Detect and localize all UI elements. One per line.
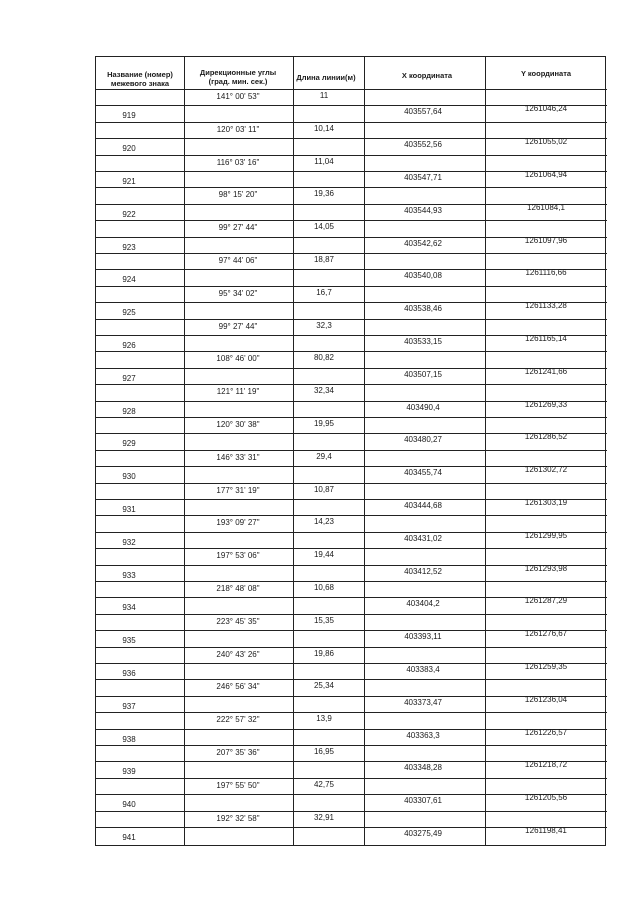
point-name-cell: 933 <box>122 570 136 580</box>
y-coordinate-cell: 1261269,33 <box>524 399 568 409</box>
row-divider <box>96 663 184 664</box>
line-length-cell: 32,34 <box>313 386 335 396</box>
row-divider <box>364 827 607 828</box>
row-divider <box>364 417 607 418</box>
point-name-cell: 937 <box>122 701 136 711</box>
direction-angle-cell: 223° 45' 35" <box>216 616 260 626</box>
x-coordinate-cell: 403542,62 <box>404 238 442 248</box>
header-line-length: Длина линии(м) <box>296 73 356 82</box>
row-divider <box>184 761 364 762</box>
x-coordinate-cell: 403307,61 <box>404 796 442 806</box>
row-divider <box>96 417 184 418</box>
row-divider <box>96 712 184 713</box>
point-name-cell: 939 <box>122 767 136 777</box>
row-divider <box>96 204 184 205</box>
point-name-cell: 936 <box>122 669 136 678</box>
point-name-cell: 919 <box>122 111 136 121</box>
line-length-cell: 11,04 <box>314 156 334 166</box>
row-divider <box>184 237 364 238</box>
row-divider <box>364 401 607 402</box>
row-divider <box>364 794 607 795</box>
row-divider <box>96 794 184 795</box>
row-divider <box>364 515 607 516</box>
direction-angle-cell: 120° 30' 38" <box>216 420 260 429</box>
y-coordinate-cell: 1261218,72 <box>524 760 568 770</box>
header-direction-angle-line1: Дирекционные углы <box>199 68 277 77</box>
point-name-cell: 940 <box>122 800 136 810</box>
row-divider <box>364 286 607 287</box>
row-divider <box>184 483 364 484</box>
direction-angle-cell: 98° 15' 20" <box>218 190 258 200</box>
row-divider <box>184 286 364 287</box>
row-divider <box>96 581 184 582</box>
row-divider <box>364 237 607 238</box>
row-divider <box>364 368 607 369</box>
row-divider <box>364 450 607 451</box>
row-divider <box>364 122 607 123</box>
row-divider <box>96 745 184 746</box>
y-coordinate-cell: 1261064,94 <box>524 170 568 179</box>
line-length-cell: 10,87 <box>313 484 335 494</box>
row-divider <box>96 187 184 188</box>
row-divider <box>364 761 607 762</box>
point-name-cell: 920 <box>122 144 136 154</box>
direction-angle-cell: 146° 33' 31" <box>216 452 260 462</box>
y-coordinate-cell: 1261303,19 <box>524 498 568 507</box>
row-divider <box>184 450 364 451</box>
row-divider <box>96 89 607 90</box>
row-divider <box>96 696 184 697</box>
row-divider <box>364 253 607 254</box>
row-divider <box>96 155 184 156</box>
row-divider <box>96 384 184 385</box>
row-divider <box>364 351 607 352</box>
point-name-cell: 932 <box>122 537 136 547</box>
point-name-cell: 928 <box>122 406 136 416</box>
row-divider <box>96 351 184 352</box>
direction-angle-cell: 120° 03' 11" <box>216 124 260 134</box>
row-divider <box>96 302 184 303</box>
row-divider <box>364 614 607 615</box>
row-divider <box>184 548 364 549</box>
row-divider <box>96 597 184 598</box>
x-coordinate-cell: 403540,08 <box>404 271 442 281</box>
x-coordinate-cell: 403412,52 <box>404 566 442 576</box>
point-name-cell: 938 <box>122 734 136 744</box>
row-divider <box>184 204 364 205</box>
coordinates-table <box>95 56 606 846</box>
direction-angle-cell: 246° 56' 34" <box>216 682 260 692</box>
row-divider <box>96 335 184 336</box>
row-divider <box>96 565 184 566</box>
y-coordinate-cell: 1261276,67 <box>524 629 568 639</box>
direction-angle-cell: 192° 32' 58" <box>216 813 260 823</box>
y-coordinate-cell: 1261046,24 <box>524 104 568 114</box>
y-coordinate-cell: 1261205,56 <box>524 793 568 803</box>
row-divider <box>184 368 364 369</box>
direction-angle-cell: 218° 48' 08" <box>216 584 260 593</box>
x-coordinate-cell: 403455,74 <box>404 468 442 478</box>
row-divider <box>96 220 184 221</box>
x-coordinate-cell: 403557,64 <box>404 107 442 117</box>
row-divider <box>184 433 364 434</box>
row-divider <box>184 351 364 352</box>
row-divider <box>96 483 184 484</box>
row-divider <box>184 614 364 615</box>
row-divider <box>364 483 607 484</box>
row-divider <box>184 105 364 106</box>
x-coordinate-cell: 403507,15 <box>404 369 442 379</box>
direction-angle-cell: 99° 27' 44" <box>218 321 258 331</box>
row-divider <box>364 105 607 106</box>
row-divider <box>96 105 184 106</box>
row-divider <box>96 548 184 549</box>
x-coordinate-cell: 403431,02 <box>404 533 442 543</box>
line-length-cell: 16,7 <box>316 287 332 297</box>
y-coordinate-cell: 1261236,04 <box>524 694 568 704</box>
row-divider <box>96 237 184 238</box>
row-divider <box>184 171 364 172</box>
row-divider <box>96 778 184 779</box>
row-divider <box>364 778 607 779</box>
line-length-cell: 42,75 <box>313 779 335 789</box>
header-point-name-line1: Название (номер) <box>107 70 173 79</box>
y-coordinate-cell: 1261116,66 <box>525 268 567 278</box>
line-length-cell: 13,9 <box>316 714 332 724</box>
column-divider <box>485 57 486 845</box>
row-divider <box>184 155 364 156</box>
x-coordinate-cell: 403383,4 <box>406 665 440 674</box>
point-name-cell: 929 <box>122 439 136 449</box>
row-divider <box>184 778 364 779</box>
row-divider <box>96 729 184 730</box>
line-length-cell: 32,91 <box>313 812 335 822</box>
row-divider <box>96 614 184 615</box>
y-coordinate-cell: 1261097,96 <box>524 235 568 245</box>
row-divider <box>364 729 607 730</box>
direction-angle-cell: 108° 46' 00" <box>216 354 260 364</box>
x-coordinate-cell: 403275,49 <box>404 829 442 838</box>
y-coordinate-cell: 1261055,02 <box>524 137 568 147</box>
row-divider <box>184 302 364 303</box>
direction-angle-cell: 197° 53' 06" <box>216 551 260 561</box>
direction-angle-cell: 197° 55' 50" <box>216 780 260 790</box>
row-divider <box>364 187 607 188</box>
row-divider <box>184 581 364 582</box>
row-divider <box>184 811 364 812</box>
column-divider <box>184 57 185 845</box>
point-name-cell: 923 <box>122 242 136 252</box>
row-divider <box>184 466 364 467</box>
row-divider <box>364 138 607 139</box>
row-divider <box>184 696 364 697</box>
y-coordinate-cell: 1261299,95 <box>524 530 568 540</box>
row-divider <box>364 696 607 697</box>
line-length-cell: 25,34 <box>313 681 335 691</box>
header-x-coordinate: X координата <box>401 71 453 80</box>
row-divider <box>96 466 184 467</box>
row-divider <box>184 679 364 680</box>
line-length-cell: 16,95 <box>313 747 335 756</box>
point-name-cell: 921 <box>122 177 136 186</box>
row-divider <box>364 532 607 533</box>
row-divider <box>184 187 364 188</box>
row-divider <box>96 319 184 320</box>
x-coordinate-cell: 403544,93 <box>404 205 442 215</box>
direction-angle-cell: 121° 11' 19" <box>216 387 260 397</box>
x-coordinate-cell: 403404,2 <box>406 599 440 609</box>
row-divider <box>364 565 607 566</box>
row-divider <box>96 138 184 139</box>
row-divider <box>184 220 364 221</box>
y-coordinate-cell: 1261133,28 <box>525 301 567 311</box>
row-divider <box>96 827 184 828</box>
direction-angle-cell: 240° 43' 26" <box>216 649 260 659</box>
row-divider <box>184 630 364 631</box>
row-divider <box>96 811 184 812</box>
header-point-name-line2: межевого знака <box>110 79 170 88</box>
row-divider <box>364 384 607 385</box>
row-divider <box>96 679 184 680</box>
row-divider <box>184 122 364 123</box>
row-divider <box>184 269 364 270</box>
row-divider <box>96 532 184 533</box>
x-coordinate-cell: 403393,11 <box>404 632 442 642</box>
row-divider <box>364 597 607 598</box>
line-length-cell: 19,86 <box>313 648 335 658</box>
direction-angle-cell: 97° 44' 06" <box>218 256 258 265</box>
row-divider <box>184 663 364 664</box>
row-divider <box>364 548 607 549</box>
point-name-cell: 931 <box>122 505 136 514</box>
direction-angle-cell: 95° 34' 02" <box>218 288 258 298</box>
row-divider <box>184 729 364 730</box>
row-divider <box>184 417 364 418</box>
line-length-cell: 11 <box>319 91 329 100</box>
line-length-cell: 14,05 <box>313 222 335 232</box>
point-name-cell: 925 <box>122 308 136 318</box>
point-name-cell: 922 <box>122 209 136 219</box>
row-divider <box>96 647 184 648</box>
line-length-cell: 10,68 <box>313 583 335 592</box>
header-direction-angle-line2: (град. мин. сек.) <box>208 77 268 86</box>
row-divider <box>184 515 364 516</box>
row-divider <box>184 745 364 746</box>
y-coordinate-cell: 1261259,35 <box>524 662 568 671</box>
direction-angle-cell: 141° 00' 53" <box>216 92 260 101</box>
x-coordinate-cell: 403363,3 <box>406 730 440 740</box>
x-coordinate-cell: 403533,15 <box>404 337 442 346</box>
direction-angle-cell: 99° 27' 44" <box>218 223 258 233</box>
row-divider <box>184 565 364 566</box>
line-length-cell: 19,95 <box>313 419 335 428</box>
row-divider <box>364 663 607 664</box>
row-divider <box>184 384 364 385</box>
row-divider <box>364 811 607 812</box>
line-length-cell: 19,36 <box>313 189 335 199</box>
x-coordinate-cell: 403490,4 <box>406 402 440 412</box>
row-divider <box>96 761 184 762</box>
row-divider <box>364 499 607 500</box>
row-divider <box>184 712 364 713</box>
row-divider <box>364 155 607 156</box>
y-coordinate-cell: 1261084,1 <box>527 202 565 212</box>
row-divider <box>184 794 364 795</box>
line-length-cell: 29,4 <box>316 451 332 461</box>
line-length-cell: 19,44 <box>313 550 335 560</box>
row-divider <box>184 401 364 402</box>
point-name-cell: 930 <box>122 472 136 482</box>
row-divider <box>364 581 607 582</box>
row-divider <box>364 712 607 713</box>
line-length-cell: 80,82 <box>313 353 335 363</box>
y-coordinate-cell: 1261226,57 <box>524 727 568 737</box>
header-point-name <box>107 70 173 88</box>
y-coordinate-cell: 1261287,29 <box>524 596 568 606</box>
row-divider <box>184 647 364 648</box>
row-divider <box>96 286 184 287</box>
x-coordinate-cell: 403348,28 <box>404 763 442 773</box>
row-divider <box>364 630 607 631</box>
point-name-cell: 935 <box>122 636 136 646</box>
column-divider <box>364 57 365 845</box>
direction-angle-cell: 222° 57' 32" <box>216 715 260 725</box>
y-coordinate-cell: 1261293,98 <box>524 563 568 573</box>
y-coordinate-cell: 1261241,66 <box>524 366 568 376</box>
line-length-cell: 14,23 <box>313 517 335 527</box>
x-coordinate-cell: 403480,27 <box>404 435 442 445</box>
row-divider <box>96 368 184 369</box>
point-name-cell: 924 <box>122 275 136 285</box>
x-coordinate-cell: 403547,71 <box>404 173 442 182</box>
x-coordinate-cell: 403373,47 <box>404 697 442 707</box>
row-divider <box>364 319 607 320</box>
row-divider <box>184 827 364 828</box>
point-name-cell: 941 <box>122 833 136 842</box>
line-length-cell: 18,87 <box>313 255 335 264</box>
row-divider <box>364 171 607 172</box>
y-coordinate-cell: 1261165,14 <box>525 334 567 343</box>
row-divider <box>184 597 364 598</box>
line-length-cell: 32,3 <box>316 320 332 330</box>
row-divider <box>184 532 364 533</box>
y-coordinate-cell: 1261286,52 <box>524 432 568 442</box>
y-coordinate-cell: 1261302,72 <box>524 465 568 475</box>
direction-angle-cell: 116° 03' 16" <box>216 157 260 167</box>
row-divider <box>96 515 184 516</box>
direction-angle-cell: 177° 31' 19" <box>216 485 260 495</box>
direction-angle-cell: 193° 09' 27" <box>216 518 260 528</box>
header-direction-angle <box>200 68 276 86</box>
row-divider <box>96 630 184 631</box>
row-divider <box>96 450 184 451</box>
row-divider <box>364 204 607 205</box>
row-divider <box>96 401 184 402</box>
row-divider <box>364 269 607 270</box>
header-y-coordinate: Y координата <box>520 69 572 78</box>
y-coordinate-cell: 1261198,41 <box>525 826 567 835</box>
row-divider <box>96 171 184 172</box>
row-divider <box>364 433 607 434</box>
line-length-cell: 10,14 <box>313 123 335 133</box>
row-divider <box>96 269 184 270</box>
row-divider <box>96 253 184 254</box>
row-divider <box>96 433 184 434</box>
x-coordinate-cell: 403444,68 <box>404 501 442 510</box>
point-name-cell: 927 <box>122 373 136 383</box>
line-length-cell: 15,35 <box>313 615 335 625</box>
row-divider <box>364 220 607 221</box>
row-divider <box>364 335 607 336</box>
column-divider <box>293 57 294 845</box>
row-divider <box>184 319 364 320</box>
row-divider <box>184 138 364 139</box>
point-name-cell: 926 <box>122 341 136 350</box>
x-coordinate-cell: 403552,56 <box>404 140 442 150</box>
direction-angle-cell: 207° 35' 36" <box>216 748 260 757</box>
row-divider <box>184 335 364 336</box>
row-divider <box>96 499 184 500</box>
row-divider <box>364 302 607 303</box>
row-divider <box>184 253 364 254</box>
row-divider <box>184 499 364 500</box>
row-divider <box>364 679 607 680</box>
row-divider <box>364 647 607 648</box>
row-divider <box>96 122 184 123</box>
row-divider <box>364 466 607 467</box>
row-divider <box>364 745 607 746</box>
x-coordinate-cell: 403538,46 <box>404 304 442 314</box>
point-name-cell: 934 <box>122 603 136 613</box>
